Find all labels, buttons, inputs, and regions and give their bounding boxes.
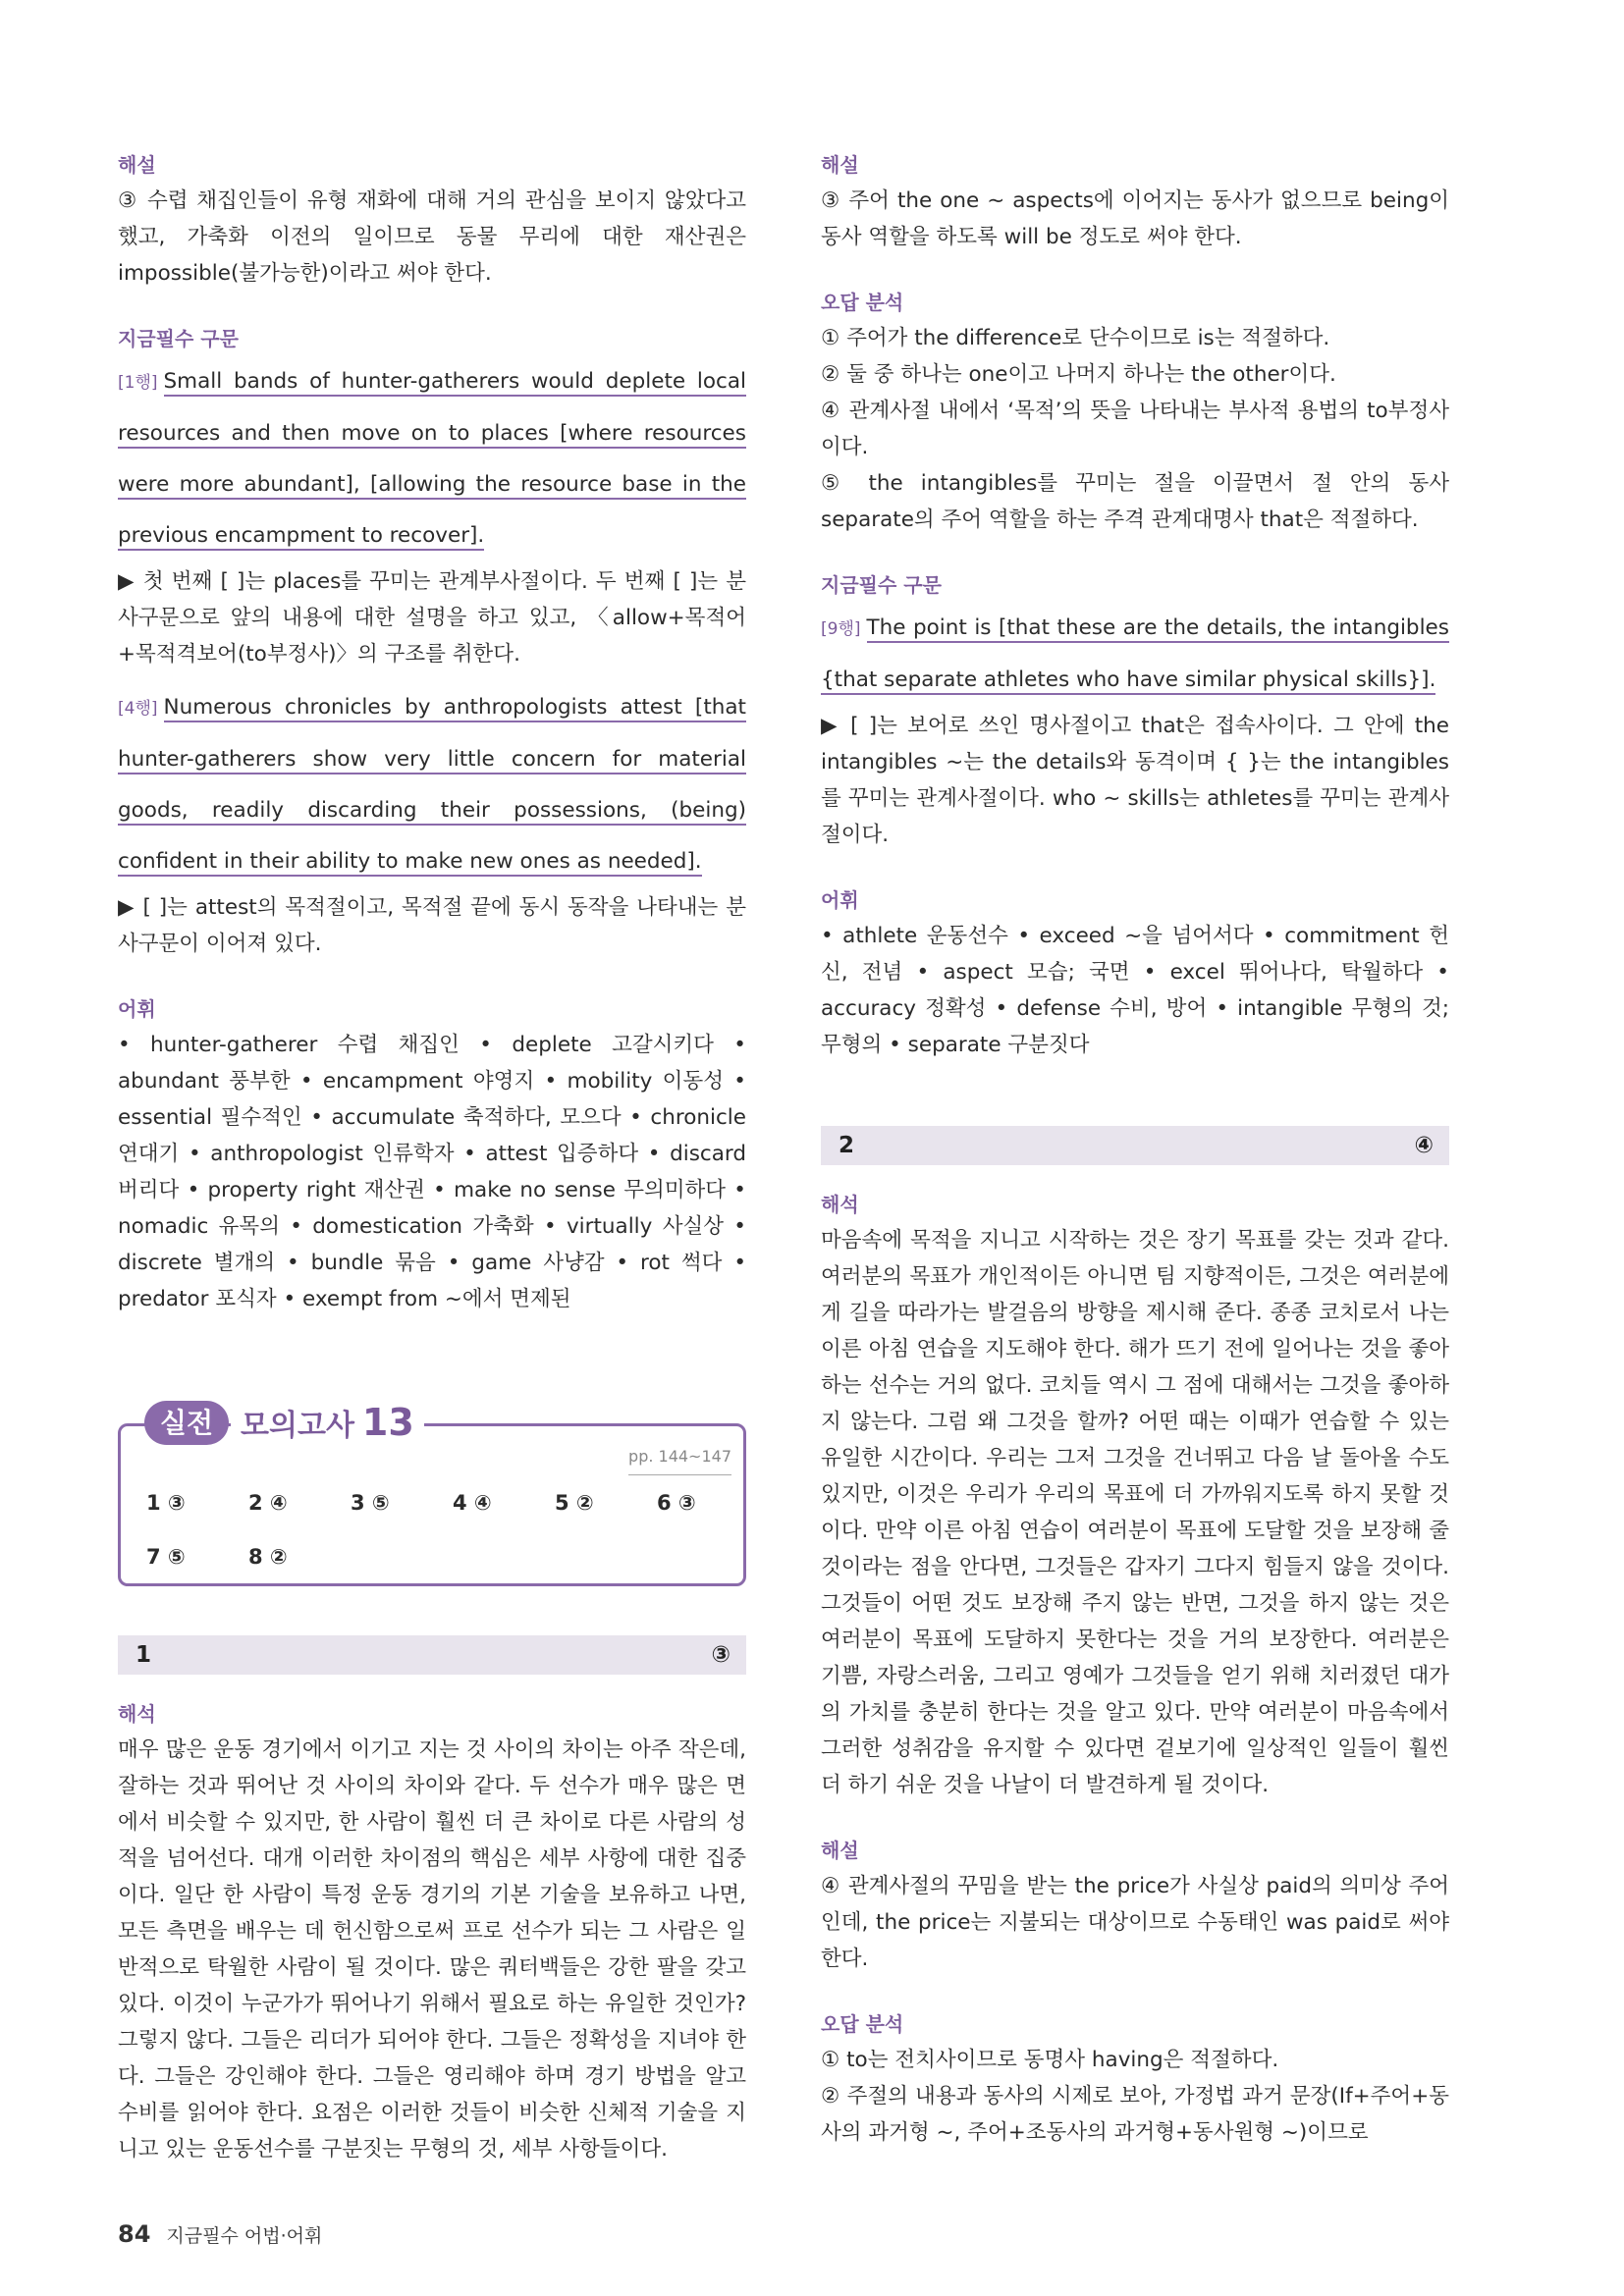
question-answer-bar [821,1126,1449,1165]
vocab-block [821,882,1449,1063]
question-number: 1 [135,1641,152,1668]
example-sentence [118,356,746,561]
page-footer [118,2220,322,2248]
explanation-block [821,1833,1449,1977]
page-range: pp. 144~147 [628,1438,731,1475]
sentence-text: The point is [that these are the details, the intangibles {that separate athletes who have similar physical skills}]. [821,615,1449,695]
vocab-block [118,991,746,1317]
test-number: 13 [361,1401,414,1444]
test-badge: 실전 [144,1401,229,1445]
sentence-text: Numerous chronicles by anthropologists attest [that hunter-gatherers show very little concern for material goods, readily discarding their possessions, (being) confident in their ability to make new ones as needed]. [118,695,746,877]
wrong-answer-block [821,285,1449,538]
translation-block [118,1696,746,2167]
vocab-list: • hunter-gatherer 수렵 채집인 • deplete 고갈시키다 • abundant 풍부한 • encampment 야영지 • mobility 이동성 • essential 필수적인 • accumulate 축적하다, 모으다 • chronicle 연대기 • anthropologist 인류학자 • attest 입증하다 • discard 버리다 • property right 재산권 • make no sense 무의미하다 • nomadic 유목의 • domestication 가축화 • virtually 사실상 • discrete 별개의 • bundle 묶음 • game 사냥감 • rot 썩다 • predator 포식자 • exempt from ~에서 면제된 [118,1033,746,1311]
sentence-text: Small bands of hunter-gatherers would deplete local resources and then move on to places [where resources were more abundant], [allowing the resource base in the previous encampment to recover]. [118,369,746,551]
line-number: [4행] [118,699,158,719]
section-heading: 지금필수 구문 [118,327,239,350]
grammar-note: ▶ 첫 번째 [ ]는 places를 꾸미는 관계부사절이다. 두 번째 [ ]는 분사구문으로 앞의 내용에 대한 설명을 하고 있고, 〈allow+목적어+목적격보어(to부정사)〉의 구조를 취한다. [118,569,746,667]
right-column [821,147,1449,2180]
answer-item: 7 ⑤ [146,1545,186,1569]
explanation-text: ③ 수렵 채집인들이 유형 재화에 대해 거의 관심을 보이지 않았다고 했고, 가축화 이전의 일이므로 동물 무리에 대한 재산권은 impossible(불가능한)이라고 써야 한다. [118,188,746,286]
answer-item: 6 ③ [657,1491,696,1515]
syntax-block [118,321,746,962]
section-heading: 해석 [118,1702,156,1726]
explanation-block [821,147,1449,255]
translation-text: 매우 많은 운동 경기에서 이기고 지는 것 사이의 차이는 아주 작은데, 잘하는 것과 뛰어난 것 사이의 차이와 같다. 두 선수가 매우 많은 면에서 비슷할 수 있지만, 한 사람이 훨씬 더 큰 차이로 다른 사람의 성적을 넘어선다. 대개 이러한 차이점의 핵심은 세부 사항에 대한 집중이다. 일단 한 사람이 특정 운동 경기의 기본 기술을 보유하고 나면, 모든 측면을 배우는 데 헌신함으로써 프로 선수가 되는 그 사람은 일반적으로 탁월한 사람이 될 것이다. 많은 쿼터백들은 강한 팔을 갖고 있다. 이것이 누군가가 뛰어나기 위해서 필요로 하는 유일한 것인가? 그렇지 않다. 그들은 리더가 되어야 한다. 그들은 정확성을 지녀야 한다. 그들은 강인해야 한다. 그들은 영리해야 하며 경기 방법을 알고 수비를 읽어야 한다. 요점은 이러한 것들이 비슷한 신체적 기술을 지니고 있는 운동선수를 구분짓는 무형의 것, 세부 사항들이다. [118,1737,746,2162]
answer-item: 4 ④ [453,1491,492,1515]
grammar-note: ▶ [ ]는 보어로 쓰인 명사절이고 that은 접속사이다. 그 안에 the intangibles ~는 the details와 동격이며 { }는 the intangibles를 꾸미는 관계사절이다. who ~ skills는 athletes를 꾸미는 관계사절이다. [821,714,1449,847]
test-answer-box [118,1401,746,1586]
wrong-answer-item: ⑤ the intangibles를 꾸미는 절을 이끌면서 절 안의 동사 separate의 주어 역할을 하는 주격 관계대명사 that은 적절하다. [821,471,1449,532]
explanation-text: ③ 주어 the one ~ aspects에 이어지는 동사가 없으므로 being이 동사 역할을 하도록 will be 정도로 써야 한다. [821,188,1449,249]
test-title: 모의고사 13 [231,1405,424,1444]
section-heading: 지금필수 구문 [821,573,942,597]
explanation-text: ④ 관계사절의 꾸밈을 받는 the price가 사실상 paid의 의미상 주어인데, the price는 지불되는 대상이므로 수동태인 was paid로 써야 한다. [821,1874,1449,1971]
wrong-answer-block [821,2006,1449,2151]
syntax-block [821,567,1449,853]
question-answer: ④ [1414,1132,1434,1158]
explanation-block [118,147,746,292]
left-column [118,147,746,2197]
answer-item: 1 ③ [146,1491,186,1515]
question-answer: ③ [711,1641,731,1668]
example-sentence [821,603,1449,706]
wrong-answer-item: ② 둘 중 하나는 one이고 나머지 하나는 the other이다. [821,362,1336,387]
wrong-answer-item: ④ 관계사절 내에서 ‘목적’의 뜻을 나타내는 부사적 용법의 to부정사이다. [821,399,1449,459]
example-sentence [118,682,746,887]
section-heading: 어휘 [118,997,156,1021]
section-heading: 오답 분석 [821,2012,904,2036]
translation-text: 마음속에 목적을 지니고 시작하는 것은 장기 목표를 갖는 것과 같다. 여러분의 목표가 개인적이든 아니면 팀 지향적이든, 그것은 여러분에게 길을 따라가는 발걸음의 방향을 제시해 준다. 종종 코치로서 나는 이른 아침 연습을 지도해야 한다. 해가 뜨기 전에 일어나는 것을 좋아하는 선수는 거의 없다. 코치들 역시 그 점에 대해서는 그것을 좋아하지 않는다. 그럼 왜 그것을 할까? 어떤 때는 이때가 연습할 수 있는 유일한 시간이다. 우리는 그저 그것을 건너뛰고 다음 날 돌아올 수도 있지만, 이것은 우리가 우리의 목표에 더 가까워지도록 하지 못할 것이다. 만약 이른 아침 연습이 여러분이 목표에 도달할 것을 보장해 줄 것이라는 점을 안다면, 그것들은 갑자기 그다지 힘들지 않을 것이다. 그것들이 어떤 것도 보장해 주지 않는 반면, 그것을 하지 않는 것은 여러분이 목표에 도달하지 못한다는 것을 거의 보장한다. 여러분은 기쁨, 자랑스러움, 그리고 영예가 그것들을 얻기 위해 치러졌던 대가의 가치를 충분히 한다는 것을 알고 있다. 만약 여러분이 마음속에서 그러한 성취감을 유지할 수 있다면 겉보기에 일상적인 일들이 훨씬 더 하기 쉬운 것을 나날이 더 발견하게 될 것이다. [821,1228,1449,1797]
wrong-answer-item: ① 주어가 the difference로 단수이므로 is는 적절하다. [821,326,1330,350]
section-heading: 오답 분석 [821,291,904,314]
line-number: [1행] [118,373,158,393]
question-number: 2 [839,1132,855,1158]
answer-item: 3 ⑤ [351,1491,390,1515]
wrong-answer-item: ① to는 전치사이므로 동명사 having은 적절하다. [821,2048,1279,2072]
section-heading: 해설 [821,1839,859,1862]
answer-item: 2 ④ [248,1491,288,1515]
vocab-list: • athlete 운동선수 • exceed ~을 넘어서다 • commitment 헌신, 전념 • aspect 모습; 국면 • excel 뛰어나다, 탁월하다 • accuracy 정확성 • defense 수비, 방어 • intangible 무형의 것; 무형의 • separate 구분짓다 [821,924,1449,1057]
book-title: 지금필수 어법·어휘 [166,2225,323,2247]
section-heading: 어휘 [821,888,859,912]
answer-item: 8 ② [248,1545,288,1569]
page-number: 84 [118,2220,151,2248]
section-heading: 해설 [821,153,859,177]
translation-block [821,1187,1449,1803]
section-heading: 해설 [118,153,156,177]
section-heading: 해석 [821,1193,859,1216]
wrong-answer-item: ② 주절의 내용과 동사의 시제로 보아, 가정법 과거 문장(If+주어+동사의 과거형 ~, 주어+조동사의 과거형+동사원형 ~)이므로 [821,2084,1449,2145]
grammar-note: ▶ [ ]는 attest의 목적절이고, 목적절 끝에 동시 동작을 나타내는 분사구문이 이어져 있다. [118,895,746,956]
question-answer-bar [118,1635,746,1675]
line-number: [9행] [821,619,861,639]
answer-item: 5 ② [555,1491,594,1515]
answer-grid [146,1485,759,1575]
